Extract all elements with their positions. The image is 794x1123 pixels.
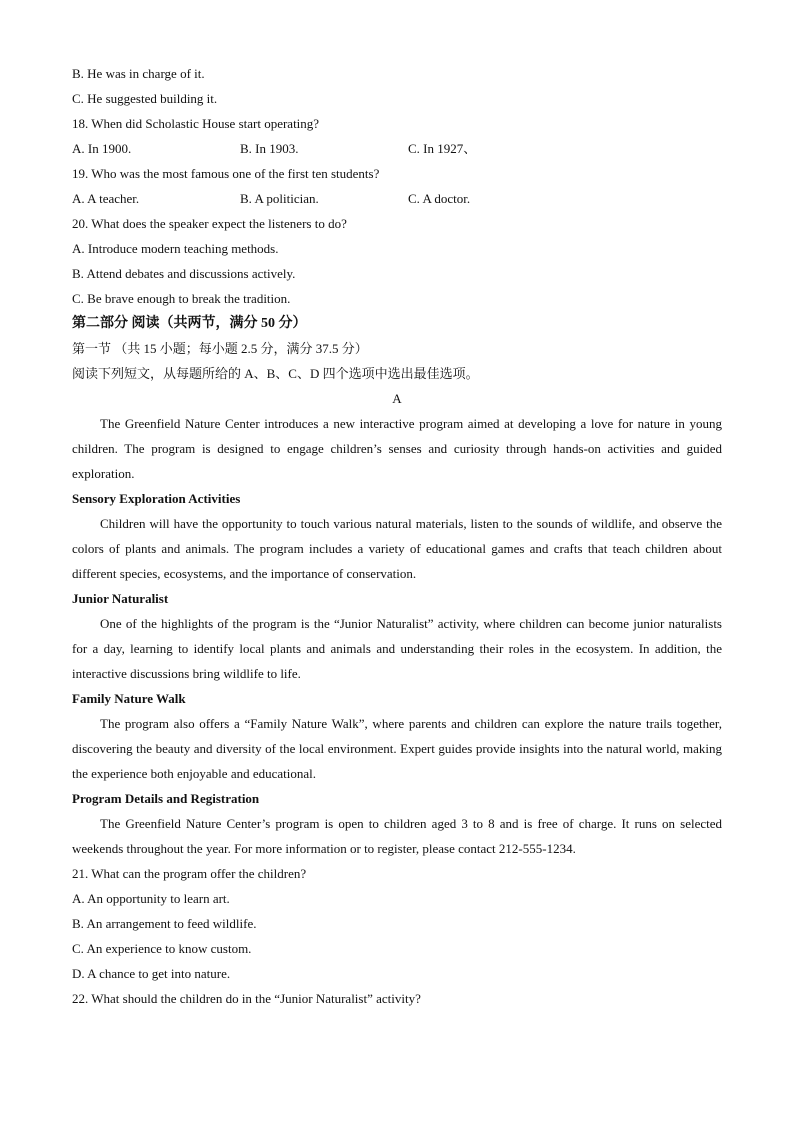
- q19-option-a: A. A teacher.: [72, 191, 140, 206]
- q18-option-a: A. In 1900.: [72, 141, 132, 156]
- q21-option-b: B. An arrangement to feed wildlife.: [72, 916, 257, 931]
- heading-family-walk: Family Nature Walk: [72, 691, 186, 706]
- q21-question: 21. What can the program offer the children?: [72, 866, 307, 881]
- q21-option-c: C. An experience to know custom.: [72, 941, 252, 956]
- heading-sensory: Sensory Exploration Activities: [72, 491, 241, 506]
- q19-options: [72, 186, 722, 211]
- q22-question: 22. What should the children do in the “Junior Naturalist” activity?: [72, 991, 421, 1006]
- part2-title: 第二部分 阅读（共两节，满分 50 分）: [72, 316, 307, 331]
- q18-option-c: C. In 1927、: [408, 141, 477, 156]
- q21-option-a: A. An opportunity to learn art.: [72, 891, 230, 906]
- reading-instruction: 阅读下列短文，从每题所给的 A、B、C、D 四个选项中选出最佳选项。: [72, 366, 479, 381]
- paragraph-family-walk: The program also offers a “Family Nature Walk”, where parents and children can explore the nature trails together, discovering the beauty and diversity of the local environment. Expert guides provide insights into the natural world, making the experience both enjoyable and educational.: [72, 716, 722, 781]
- passage-label: A: [392, 391, 402, 406]
- q18-option-b: B. In 1903.: [240, 141, 299, 156]
- q17-option-c: C. He suggested building it.: [72, 91, 218, 106]
- q17-option-b: B. He was in charge of it.: [72, 66, 205, 81]
- passage-intro: The Greenfield Nature Center introduces a new interactive program aimed at developing a love for nature in young children. The program is designed to engage children’s senses and curiosity through hands-on activities and guided exploration.: [72, 416, 722, 481]
- heading-junior-naturalist: Junior Naturalist: [72, 591, 169, 606]
- heading-program-details: Program Details and Registration: [72, 791, 260, 806]
- q19-question: 19. Who was the most famous one of the first ten students?: [72, 166, 380, 181]
- q20-option-a: A. Introduce modern teaching methods.: [72, 241, 279, 256]
- q20-option-b: B. Attend debates and discussions actively.: [72, 266, 296, 281]
- q19-option-b: B. A politician.: [240, 191, 319, 206]
- q20-question: 20. What does the speaker expect the listeners to do?: [72, 216, 347, 231]
- q18-options: [72, 136, 722, 161]
- q20-option-c: C. Be brave enough to break the tradition.: [72, 291, 291, 306]
- paragraph-sensory: Children will have the opportunity to touch various natural materials, listen to the sounds of wildlife, and observe the colors of plants and animals. The program includes a variety of educational games and crafts that teach children about different species, ecosystems, and the importance of conservation.: [72, 516, 722, 581]
- exam-page: [72, 61, 722, 1011]
- paragraph-junior-naturalist: One of the highlights of the program is the “Junior Naturalist” activity, where children can become junior naturalists for a day, learning to identify local plants and animals and understanding their roles in the ecosystem. In addition, the interactive discussions bring wildlife to life.: [72, 616, 722, 681]
- paragraph-program-details: The Greenfield Nature Center’s program is open to children aged 3 to 8 and is free of charge. It runs on selected weekends throughout the year. For more information or to register, please contact 212-555-1234.: [72, 816, 722, 856]
- q18-question: 18. When did Scholastic House start operating?: [72, 116, 320, 131]
- section1-title: 第一节 （共 15 小题；每小题 2.5 分，满分 37.5 分）: [72, 341, 368, 356]
- q19-option-c: C. A doctor.: [408, 191, 471, 206]
- q21-option-d: D. A chance to get into nature.: [72, 966, 231, 981]
